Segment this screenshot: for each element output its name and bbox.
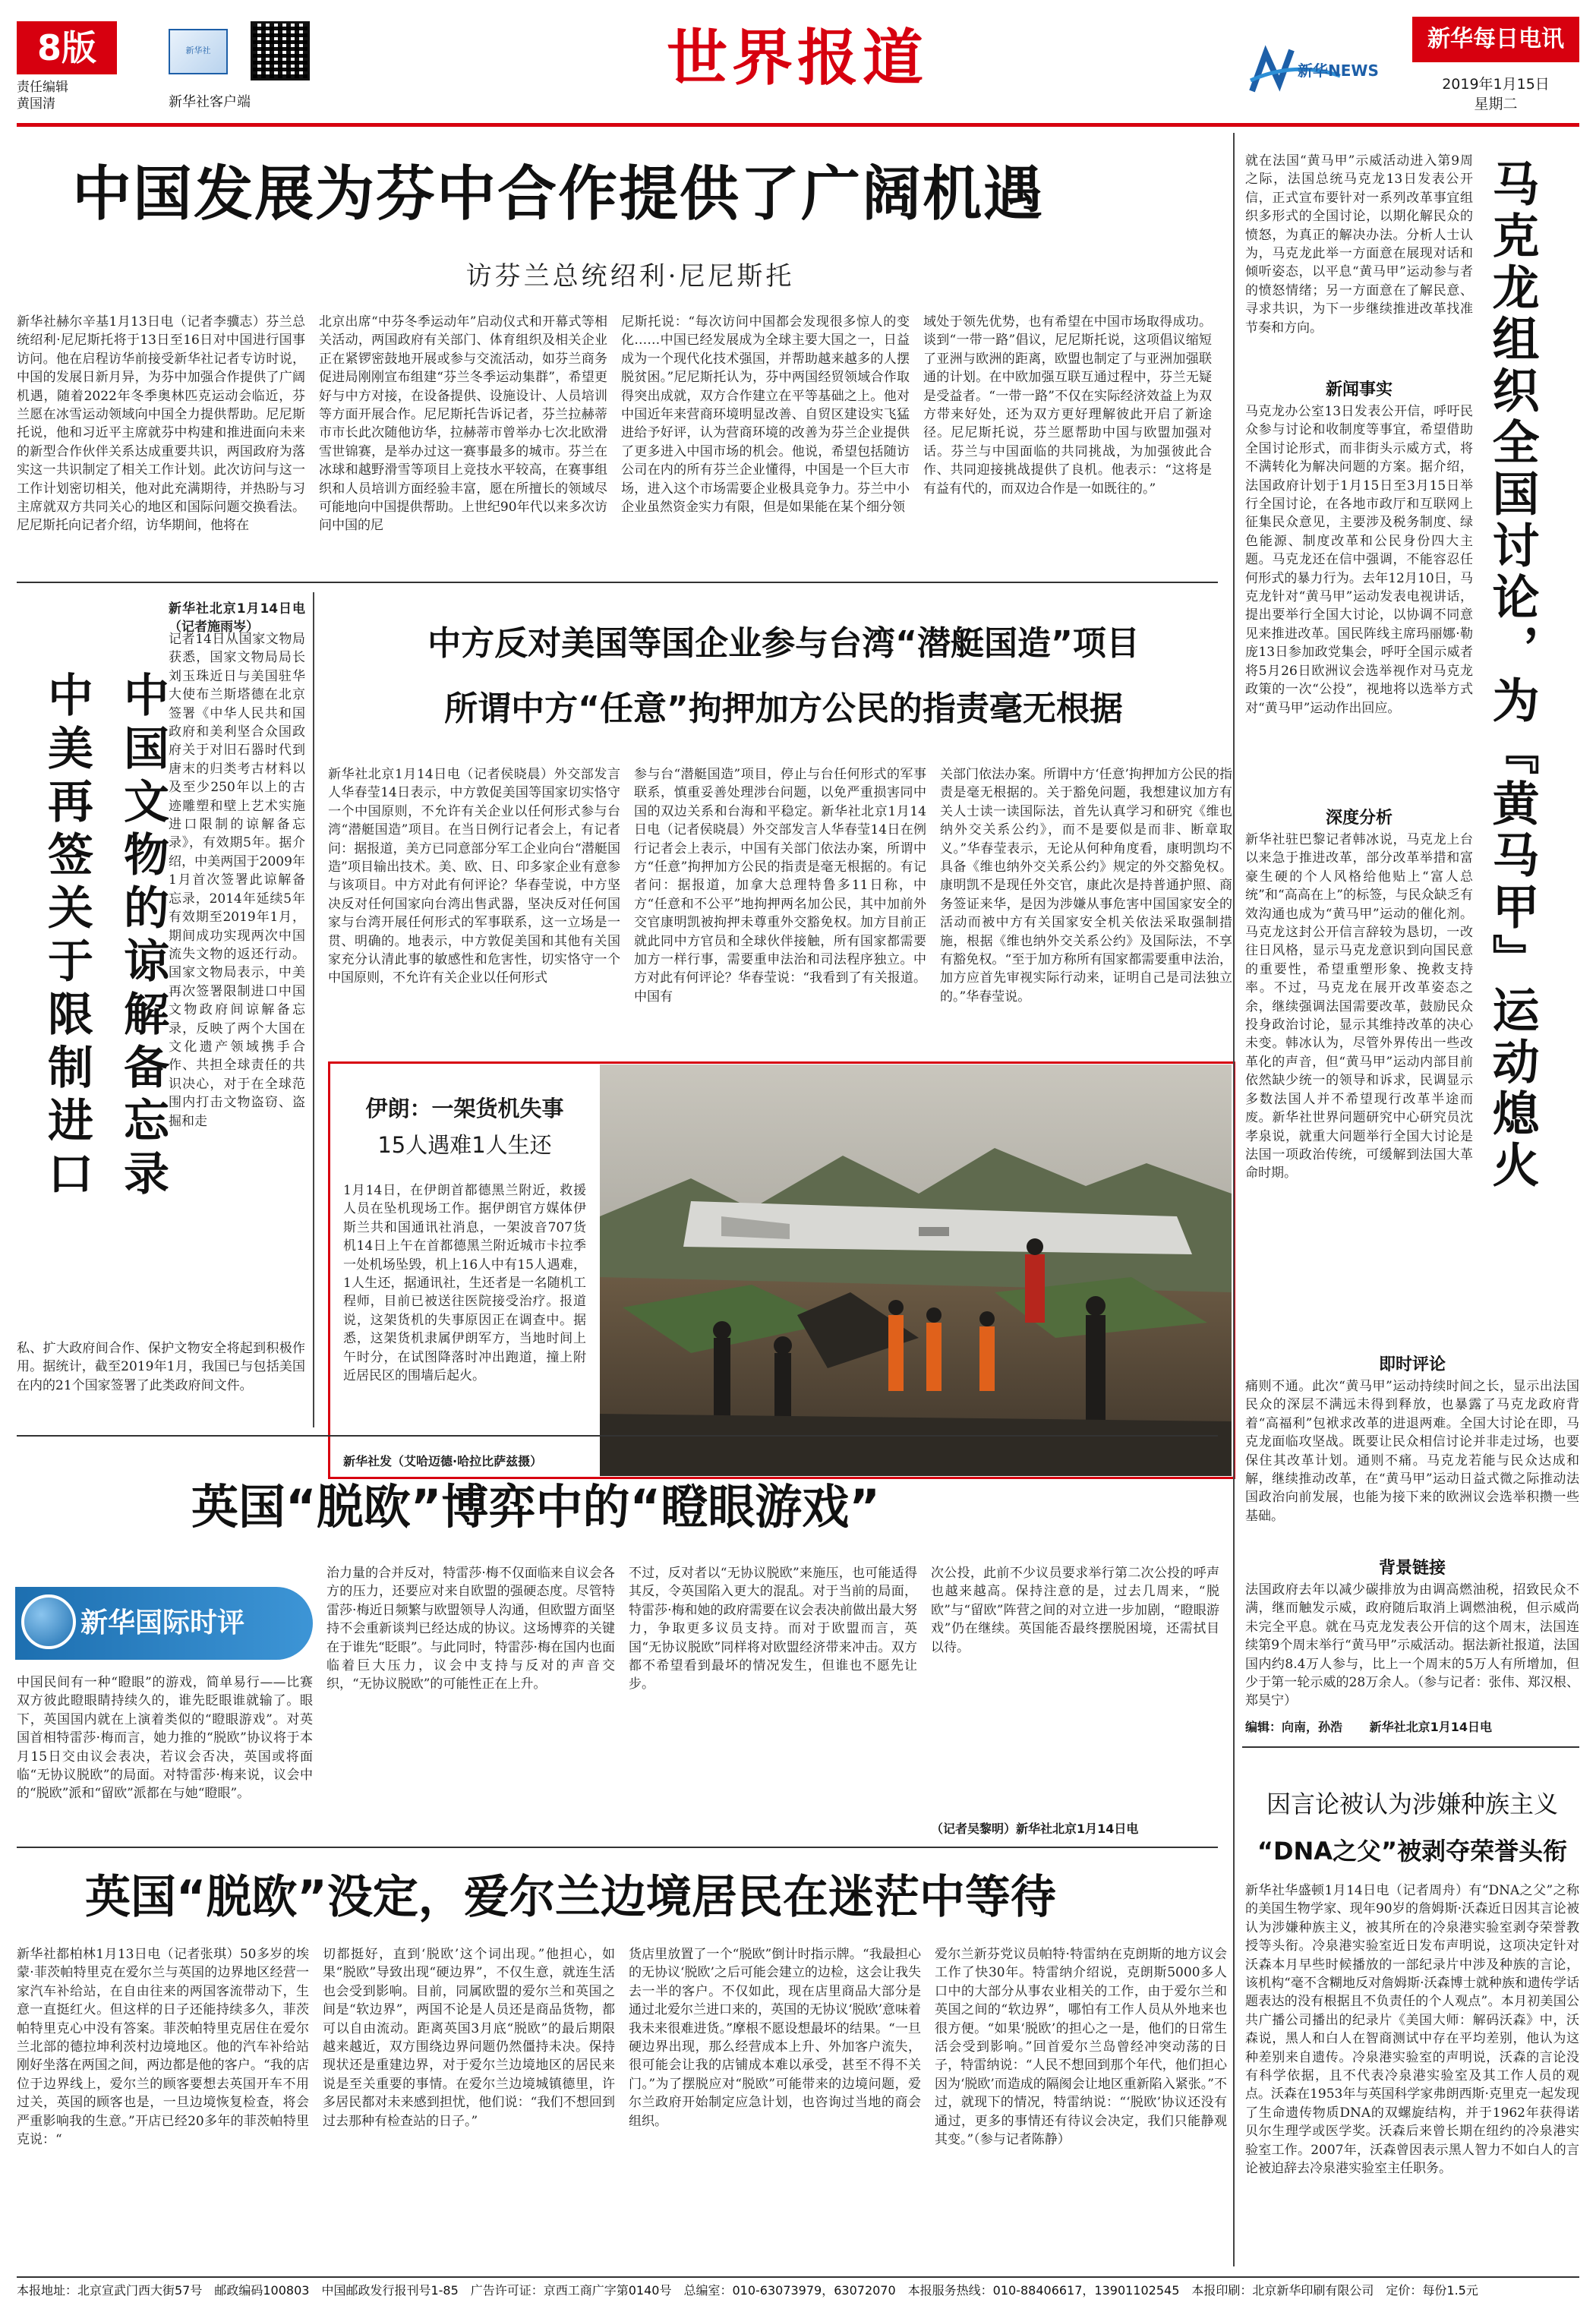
taiwan-col-2: 参与台“潜艇国造”项目，停止与台任何形式的军事联系，慎重妥善处理涉台问题，以免严重损害同中国的双边关系和台海和平稳定。新华社北京1月14日电（记者侯晓晨）外交部发言人华春莹14日在例行记者会上表示，中国有关部门依法办案，所谓中方“任意”拘押加方公民的指责是毫无根据的。有记者问：据报道，加拿大总理特鲁多11日称，中方“任意和不公平”地拘押两名加公民，其中加前外交官康明凯被拘押未尊重外交豁免权。加方目前正就此同中方官员和全球伙伴接触，所有国家都需要加方一样行事，需要重申法治和司法程序独立。中方对此有何评论？华春莹说：“我看到了有关报道。中国有: [634, 767, 926, 1005]
dna-text: 新华社华盛顿1月14日电（记者周舟）有“DNA之父”之称的美国生物学家、现年90岁的詹姆斯·沃森近日因其言论被认为涉嫌种族主义，被其所在的冷泉港实验室剥夺荣誉教授等头衔。冷泉港实验室近日发布声明说，这项决定针对沃森本月早些时候播放的一部纪录片中涉及种族的言论，该机构“毫不含糊地反对詹姆斯·沃森博士就种族和遗传学话题表达的没有根据且不负责任的个人观点”。本月初美国公共广播公司播出的纪录片《美国大师：解码沃森》中，沃森说，黑人和白人在智商测试中存在平均差别，他认为这种差别来自遗传。冷泉港实验室的声明说，沃森的言论没有科学依据，且不代表冷泉港实验室及其工作人员的观点。沃森在1953年与英国科学家弗朗西斯·克里克一起发现了生命遗传物质DNA的双螺旋结构，并于1962年获得诺贝尔生理学或医学奖。沃森后来曾长期在纽约的冷泉港实验室工作。2007年，沃森曾因表示黑人智力不如白人的言论被迫辞去冷泉港实验室主任职务。: [1245, 1883, 1579, 2177]
brexit-game-credit: （记者吴黎明）新华社北京1月14日电: [931, 1822, 1139, 1836]
macron-section3-text: 痛则不通。此次“黄马甲”运动持续时间之长，显示出法国民众的深层不满远未得到释放，也暴露了马克龙政府背着“高福利”包袱求改革的进退两难。全国大讨论在即，马克龙面临攻坚战。既要让民众相信讨论并非走过场，也要保住其改革计划。通则不痛。马克龙若能与民众达成和解，继续推动改革，在“黄马甲”运动日益式微之际推动法国政治向前发展，也能为接下来的欧洲议会选举积攒一些基础。: [1245, 1379, 1579, 1524]
brexit-game-col-1: 中国民间有一种“瞪眼”的游戏，简单易行——比赛双方彼此瞪眼睛持续久的，谁先眨眼谁就输了。眼下，英国国内就在上演着类似的“瞪眼游戏”。对英国首相特雷莎·梅而言，她力推的“脱欧”协议将于本月15日交由议会表决，若议会否决，英国或将面临“无协议脱欧”的局面。对特雷莎·梅来说，议会中的“脱欧”派和“留欧”派都在与她“瞪眼”。: [17, 1675, 313, 1802]
relics-col-1: 记者14日从国家文物局获悉，国家文物局局长刘玉珠近日与美国驻华大使布兰斯塔德在北京签署《中华人民共和国政府和美利坚合众国政府关于对旧石器时代到唐末的归类考古材料以及至少250年以上的古迹雕塑和壁上艺术实施进口限制的谅解备忘录》，有效期5年。据介绍，中美两国于2009年1月首次签署此谅解备忘录，2014年延续5年有效期至2019年1月，期间成功实现两次中国流失文物的返还行动。国家文物局表示，中美再次签署限制进口中国文物政府间谅解备忘录，反映了两个大国在文化遗产领域携手合作、共担全球责任的共识决心，对于在全球范围内打击文物盗窃、盗掘和走: [169, 632, 305, 1129]
brand-box: 新华每日电讯: [1412, 17, 1579, 62]
taiwan-headline-line2: 所谓中方“任意”拘押加方公民的指责毫无根据: [444, 689, 1123, 728]
brexit-game-headline: 英国“脱欧”博弈中的“瞪眼游戏”: [191, 1479, 880, 1534]
relics-byline-text: 新华社北京1月14日电（记者施雨岑）: [169, 601, 305, 636]
brexit-game-bottom-rule: [17, 1847, 1218, 1848]
macron-section2-title: 深度分析: [1325, 809, 1393, 828]
ireland-col-4: 爱尔兰新芬党议员帕特·特雷纳在克朗斯的地方议会工作了快30年。特雷纳介绍说，克朗斯5000多人口中的大部分从事农业相关的工作，由于爱尔兰和英国之间的“软边界”，哪怕有工作人员从外地来也很方便。“如果‘脱欧’的担心之一是，他们的日常生活会受到影响。”回首爱尔兰岛曾经冲突动荡的日子，特雷纳说：“人民不想回到那个年代，他们担心因为‘脱欧’而造成的隔阂会让地区重新陷入紧张。”不过，就现下的情况，特雷纳说：“‘脱欧’协议还没有通过，更多的事情还有待议会决定，我们只能静观其变。”（参与记者陈静）: [935, 1947, 1227, 2148]
taiwan-col-3: 关部门依法办案。所谓中方‘任意’拘押加方公民的指责是毫无根据的。关于豁免问题，我想建议加方有关人士读一读国际法，首先认真学习和研究《维也纳外交关系公约》，而不是要似是而非、断章取义。”华春莹表示，无论从何种角度看，康明凯均不具备《维也纳外交关系公约》规定的外交豁免权。康明凯不是现任外交官，康此次是持普通护照、商务签证来华，是因为涉嫌从事危害中国国家安全的活动而被中方有关国家安全机关依法采取强制措施，根据《维也纳外交关系公约》及国际法，不享有豁免权。“至于加方称所有国家都需要重申法治，加方应首先审视实际行动来，证明自己是司法独立的。”华春莹说。: [940, 767, 1232, 1005]
relics-divider: [313, 592, 314, 1427]
photo-story-title: 伊朗：一架货机失事: [365, 1096, 564, 1121]
editor-credit: [17, 79, 117, 112]
macron-editor-note: 编辑：向南，孙浩: [1245, 1720, 1343, 1734]
taiwan-headline: [328, 620, 1239, 733]
editor-label: 责任编辑: [17, 80, 68, 95]
issue-date: [1412, 74, 1579, 114]
taiwan-headline-line1: 中方反对美国等国企业参与台湾“潜艇国造”项目: [427, 624, 1140, 663]
page-number-badge: 8版: [17, 21, 117, 74]
news-logo-text: 新华NEWS: [1298, 62, 1379, 80]
macron-credits: [1245, 1717, 1579, 1737]
macron-section2-text-a: 新华社驻巴黎记者韩冰说，马克龙上台以来急于推进改革，部分改革举措和富豪生硬的个人风格给他贴上“富人总统”和“高高在上”的标签，与民众缺乏有效沟通也成为“黄马甲”运动的催化剂。马克龙这封公开信言辞较为恳切，一改往日风格，显示马克龙意识到向国民意的重要性，希望重塑形象、挽救支持率。不过，马克龙在展开改革姿态之余，继续强调法国需要改革，鼓励民众投身政治讨论，显示其维持改革的决心未变。韩冰认为，尽管外界传出一些改革化的声音，但“黄马甲”运动内部目前依然缺少统一的领导和诉求，民调显示多数法国人并不希望现行改革半途而废。新华社世界问题研究中心研究员沈孝泉说，就重大问题举行全国大讨论是法国一项政治传统，可缓解到法国大革命时期。: [1245, 832, 1473, 1181]
brexit-game-col-3: 不过，反对者以“无协议脱欧”来施压，也可能适得其反，令英国陷入更大的混乱。对于当前的局面，特雷莎·梅和她的政府需要在议会表决前做出最大努力，争取更多议员支持。而对于欧盟而言，英国“无协议脱欧”同样将对欧盟经济带来冲击。双方都不希望看到最坏的情况发生，但谁也不愿先让步。: [629, 1566, 917, 1692]
xinhua-client-logo: 新华社: [169, 29, 228, 74]
commentary-badge: 新华国际时评: [15, 1587, 313, 1660]
relics-headline-right: 中国文物的谅解备忘录: [116, 671, 169, 1203]
relics-col-end: 私、扩大政府间合作、保护文物安全将起到积极作用。据统计，截至2019年1月，我国已与包括美国在内的21个国家签署了此类政府间文件。: [17, 1341, 305, 1393]
dna-subtitle: “DNA之父”被剥夺荣誉头衔: [1257, 1837, 1568, 1866]
weekday-text: 星期二: [1474, 96, 1518, 112]
lead-subhead: 访芬兰总统绍利·尼尼斯托: [465, 261, 795, 292]
photo-bottom-rule: [17, 1435, 1218, 1437]
brexit-game-col-2: 治力量的合并反对，特雷莎·梅不仅面临来自议会各方的压力，还要应对来自欧盟的强硬态度。尽管特雷莎·梅近日频繁与欧盟领导人沟通，但欧盟方面坚持不会重新谈判已经达成的协议。这场博弈的关键在于谁先“眨眼”。与此同时，特雷莎·梅在国内也面临着巨大压力，议会中支持与反对的声音交织，“无协议脱欧”的可能性正在上升。: [326, 1566, 615, 1692]
globe-icon: [21, 1594, 76, 1649]
taiwan-col-1: 新华社北京1月14日电（记者侯晓晨）外交部发言人华春莹14日表示，中方敦促美国等国家切实恪守一个中国原则，不允许有关企业以任何形式参与台湾“潜艇国造”项目。在当日例行记者会上，有记者问：据报道，美方已同意部分军工企业向台“潜艇国造”项目输出技术。美、欧、日、印多家企业有意参与该项目。中方对此有何评论？华春莹说，中方坚决反对任何国家向台湾出售武器，坚决反对任何国家与台湾开展任何形式的军事联系，这一立场是一贯、明确的。地表示，中方敦促美国和其他有关国家充分认清此事的敏感性和危害性，切实恪守一个中国原则，不允许有关企业以任何形式: [328, 767, 620, 986]
brexit-game-col-4: 次公投，此前不少议员要求举行第二次公投的呼声也越来越高。保持注意的是，过去几周来，“脱欧”与“留欧”阵营之间的对立进一步加剧，“瞪眼游戏”仍在继续。英国能否最终摆脱困境，还需拭目以待。: [931, 1566, 1219, 1655]
ireland-headline: 英国“脱欧”没定，爱尔兰边境居民在迷茫中等待: [85, 1871, 1056, 1924]
macron-intro: 就在法国“黄马甲”示威活动进入第9周之际，法国总统马克龙13日发表公开信，正式宣布要针对一系列改革事宜组织多形式的全国讨论，以期化解民众的愤怒，为真正的解决办法。分析人士认为，马克龙此举一方面意在展现对话和倾听姿态，以平息“黄马甲”运动参与者的愤怒情绪；另一方面意在了解民意、寻求共识，为下一步继续推进改革找准节奏和方向。: [1245, 153, 1473, 336]
photo-story-text: 1月14日，在伊朗首都德黑兰附近，救援人员在坠机现场工作。据伊朗官方媒体伊斯兰共和国通讯社消息，一架波音707货机14日上午在首都德黑兰附近城市卡拉季一处机场坠毁，机上16人中有15人遇难，1人生还，据通讯社，生还者是一名随机工程师，目前已被送往医院接受治疗。报道说，这架货机的失事原因正在调查中。据悉，这架货机隶属伊朗军方，当地时间上午时分，在试图降落时冲出跑道，撞上附近居民区的围墙后起火。: [343, 1183, 586, 1384]
photo-story-subtitle: 15人遇难1人生还: [377, 1132, 552, 1158]
macron-section4-title: 背景链接: [1378, 1559, 1446, 1578]
ireland-col-1: 新华社都柏林1月13日电（记者张琪）50多岁的埃蒙·菲茨帕特里克在爱尔兰与英国的边界地区经营一家汽车补给站，在自由往来的两国客流带动下，生意一直挺红火。但这样的日子还能持续多久，菲茨帕特里克心中没有答案。菲茨帕特里克居住在爱尔兰北部的德拉坤利茨村边境地区。他的汽车补给站刚好坐落在两国之间，两边都是他的客户。“我的店位于边界线上，爱尔兰的顾客要想去英国开车不用过关，英国的顾客也是，一旦边境恢复检查，将会严重影响我的生意。”开店已经20多年的菲茨帕特里克说：“: [17, 1947, 309, 2148]
macron-section3-title: 即时评论: [1378, 1355, 1446, 1374]
macron-section4-text: 法国政府去年以减少碳排放为由调高燃油税，招致民众不满，继而触发示威，政府随后取消上调燃油税，但示威尚未完全平息。就在马克龙发表公开信的这个周末，法国连续第9个周末举行“黄马甲”示威活动。据法新社报道，法国国内约8.4万人参与，比上一个周末的5万人有所增加，但少于第一轮示威的28万余人。（参与记者：张伟、郑汉根、郑昊宁）: [1245, 1582, 1579, 1709]
section-title: 世界报道: [667, 23, 928, 93]
crash-site-photo: [600, 1065, 1232, 1476]
qr-code: [251, 21, 310, 80]
lead-headline: 中国发展为芬中合作提供了广阔机遇: [72, 160, 1045, 229]
macron-section1-title: 新闻事实: [1325, 380, 1393, 399]
lead-col-1: 新华社赫尔辛基1月13日电（记者李骥志）芬兰总统绍利·尼尼斯托将于13日至16日对中国进行国事访问。他在启程访华前接受新华社记者专访时说，中国的发展日新月异，为芬中加强合作提供了广阔机遇，随着2022年冬季奥林匹克运动会临近，芬兰愿在冰雪运动领域向中国全力提供帮助。尼尼斯托说，他和习近平主席就芬中构建和推进面向未来的新型合作伙伴关系达成重要共识，两国政府为落实这一共识制定了相关工作计划。此次访问与这一工作计划密切相关，他对此充满期待，并热盼与习主席就双方共同关心的地区和国际问题交换看法。尼尼斯托向记者介绍，访华期间，他将在: [17, 314, 305, 534]
date-text: 2019年1月15日: [1442, 76, 1550, 93]
xinhua-news-logo: [1249, 46, 1379, 99]
macron-vertical-headline: 马克龙组织全国讨论，为『黄马甲』运动熄火: [1484, 159, 1540, 1192]
editor-name: 黄国清: [17, 96, 55, 112]
macron-credit: 新华社北京1月14日电: [1369, 1720, 1492, 1734]
client-label: 新华社客户端: [169, 94, 251, 110]
ireland-col-2: 切都挺好，直到‘脱欧’这个词出现。”他担心，如果“脱欧”导致出现“硬边界”，不仅生意，就连生活也会受到影响。目前，同属欧盟的爱尔兰和英国之间是“软边界”，两国不论是人员还是商品货物，都可以自由流动。距离英国3月底“脱欧”的最后期限越来越近，双方围绕边界问题仍然僵持未决。保持现状还是重建边界，对于爱尔兰边境地区的居民来说是至关重要的事情。在爱尔兰边境城镇德里，许多居民都对未来感到担忧，他们说：“我们不想回到过去那种有检查站的日子。”: [323, 1947, 615, 2129]
header-rule: [17, 123, 1579, 127]
lead-col-2: 北京出席“中芬冬季运动年”启动仪式和开幕式等相关活动，两国政府有关部门、体育组织及相关企业正在紧锣密鼓地开展或参与交流活动，如芬兰商务促进局刚刚宣布组建“芬兰冬季运动集群”，希望更好与中方对接，在设备提供、设施设计、人员培训等方面开展合作。尼尼斯托告诉记者，芬兰拉赫蒂市市长此次随他访华，拉赫蒂市曾举办七次北欧滑雪世锦赛，是举办过这一赛事最多的城市。芬兰在冰球和越野滑雪等项目上竞技水平较高，在赛事组织和人员培训方面经验丰富，愿在所擅长的领域尽可能地向中国提供帮助。上世纪90年代以来多次访问中国的尼: [319, 314, 607, 534]
ireland-col-3: 货店里放置了一个“脱欧”倒计时指示牌。“我最担心的无协议‘脱欧’之后可能会建立的边检，这会让我失去一半的客户。不仅如此，现在店里商品大部分是通过北爱尔兰进口来的，英国的无协议‘脱欧’意味着我未来很难进货。”摩根不愿设想最坏的结果。“一旦硬边界出现，那么经营成本上升、外加客户流失，很可能会让我的店铺成本难以承受，甚至不得不关门。”为了摆脱应对“脱欧”可能带来的边境问题，爱尔兰政府开始制定应急计划，也咨询过当地的商会组织。: [629, 1947, 921, 2129]
dna-top-rule: [1242, 1746, 1579, 1748]
relics-headline-left: 中美再签关于限制进口: [40, 671, 93, 1203]
lead-col-4: 域处于领先优势，也有希望在中国市场取得成功。谈到“一带一路”倡议，尼尼斯托说，这项倡议缩短了亚洲与欧洲的距离，欧盟也制定了与亚洲加强联通的计划。在中欧加强互联互通过程中，芬兰无疑是受益者。“一带一路”不仅在实际经济效益上为双方带来好处，还为双方更好理解彼此开启了新途径。尼尼斯托说，芬兰愿帮助中国与欧盟加强对话。芬兰与中国面临的共同挑战，为加强彼此合作、共同迎接挑战提供了良机。他表示：“这将是有益有代的，而双边合作是一如既往的。”: [923, 314, 1212, 497]
dna-title: 因言论被认为涉嫌种族主义: [1266, 1790, 1558, 1818]
page-footer: 本报地址：北京宣武门西大街57号 邮政编码100803 中国邮政发行报刊号1-85 广告许可证：京西工商广字第0140号 总编室：010-63073979，63072070 本报服务热线：010-88406617，13901102545 本报印刷：北京新华印刷有限公司 定价：每份1.5元: [17, 2276, 1579, 2302]
lead-bottom-rule: [17, 582, 1218, 583]
lead-col-3: 尼斯托说：“每次访问中国都会发现很多惊人的变化……中国已经发展成为全球主要大国之一，日益成为一个现代化技术强国，并帮助越来越多的人摆脱贫困。”尼尼斯托认为，芬中两国经贸领域合作取得突出成就，双方合作建立在平等基础之上。他对中国近年来营商环境明显改善、自贸区建设实飞猛进给予好评，认为营商环境的改善为芬兰企业提供了更多进入中国市场的机会。他说，希望包括随访公司在内的所有芬兰企业懂得，中国是一个巨大市场，进入这个市场需要企业极具竞争力。芬兰中小企业虽然资金实力有限，但是如果能在某个细分领: [621, 314, 910, 516]
photo-credit: 新华社发（艾哈迈德·哈拉比萨兹摄）: [343, 1454, 543, 1468]
right-column-divider: [1233, 133, 1235, 2266]
macron-section1-text: 马克龙办公室13日发表公开信，呼吁民众参与讨论和收制度等事宜，希望借助全国讨论形式，而非街头示威方式，将不满转化为解决问题的方案。据介绍，法国政府计划于1月15日至3月15日举行全国讨论，在各地市政厅和互联网上征集民众意见，主要涉及税务制度、绿色能源、制度改革和公民身份四大主题。马克龙还在信中强调，不能容忍任何形式的暴力行为。去年12月10日，马克龙针对“黄马甲”运动发表电视讲话，提出要举行全国大讨论，以协调不同意见来推进改革。国民阵线主席玛丽娜·勒庞13日参加政党集会，呼吁全国示威者将5月26日欧洲议会选举视作对马克龙政策的一次“公投”，视地将以选举方式对“黄马甲”运动作出回应。: [1245, 404, 1473, 716]
relics-byline: [169, 600, 305, 636]
